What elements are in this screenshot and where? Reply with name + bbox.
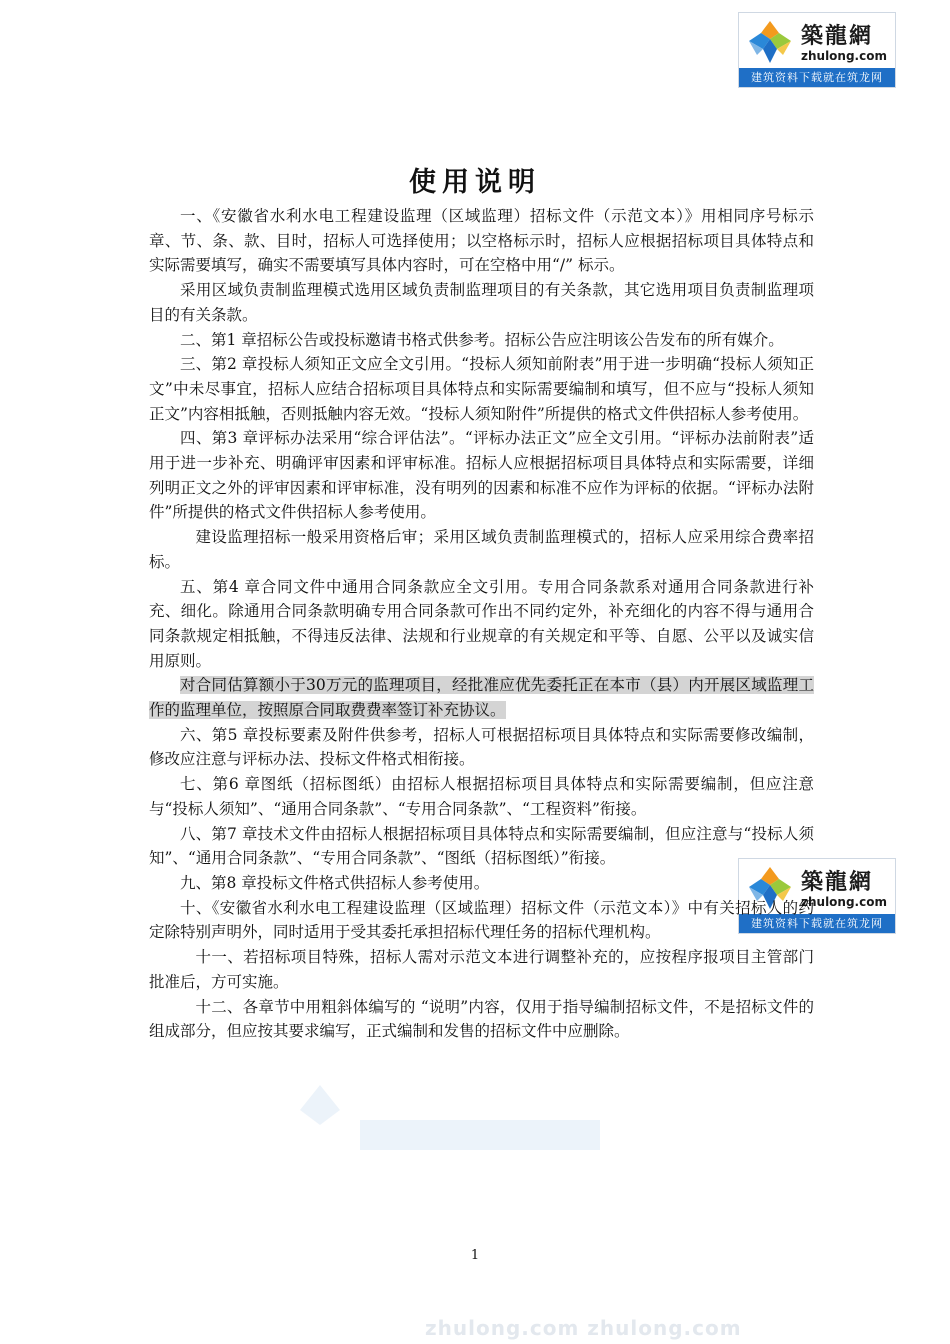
- zhulong-diamond-icon: [743, 19, 797, 65]
- logo-slogan: 建筑资料下载就在筑龙网: [739, 914, 895, 933]
- paragraph: 六、第5 章投标要素及附件供参考，招标人可根据招标项目具体特点和实际需要修改编制，修改应注意与评标办法、投标文件格式相衔接。: [149, 725, 814, 769]
- zhulong-logo-top: [738, 12, 896, 88]
- paragraph: 二、第1 章招标公告或投标邀请书格式供参考。招标公告应注明该公告发布的所有媒介。: [180, 330, 784, 349]
- logo-site: zhulong.com: [801, 49, 887, 63]
- paragraph: 十二、各章节中用粗斜体编写的 “说明”内容，仅用于指导编制招标文件，不是招标文件的组成部分，但应按其要求编写，正式编制和发售的招标文件中应删除。: [149, 997, 814, 1041]
- document-body: [149, 204, 814, 1044]
- footer-watermark: zhulong.com zhulong.com: [425, 1316, 742, 1340]
- paragraph: 三、第2 章投标人须知正文应全文引用。“投标人须知前附表”用于进一步明确“投标人须知正文”中未尽事宜，招标人应结合招标项目具体特点和实际需要编制和填写，但不应与“投标人须知正文”内容相抵触，否则抵触内容无效。“投标人须知附件”所提供的格式文件供招标人参考使用。: [149, 355, 814, 423]
- paragraph: 十一、若招标项目特殊，招标人需对示范文本进行调整补充的，应按程序报项目主管部门批准后，方可实施。: [149, 948, 814, 991]
- paragraph: 九、第8 章投标文件格式供招标人参考使用。: [180, 873, 490, 892]
- faint-watermark-graphic: [280, 1080, 610, 1160]
- paragraph: 五、第4 章合同文件中通用合同条款应全文引用。专用合同条款系对通用合同条款进行补充、细化。除通用合同条款明确专用合同条款可作出不同约定外，补充细化的内容不得与通用合同条款规定相抵触，不得违反法律、法规和行业规章的有关规定和平等、自愿、公平以及诚实信用原则。: [149, 577, 814, 670]
- paragraph: 八、第7 章技术文件由招标人根据招标项目具体特点和实际需要编制，但应注意与“投标人须知”、“通用合同条款”、“专用合同条款”、“图纸（招标图纸）”衔接。: [149, 824, 814, 868]
- page-number: 1: [470, 1248, 480, 1263]
- paragraph: 一、《安徽省水利水电工程建设监理（区域监理）招标文件（示范文本）》用相同序号标示章、节、条、款、目时，招标人可选择使用；以空格标示时，招标人应根据招标项目具体特点和实际需要填写，确实不需要填写具体内容时，可在空格中用“/” 标示。: [149, 207, 814, 275]
- paragraph: 采用区域负责制监理模式选用区域负责制监理项目的有关条款，其它选用项目负责制监理项目的有关条款。: [149, 281, 814, 324]
- document-title: 使用说明: [409, 167, 541, 198]
- paragraph: 四、第3 章评标办法采用“综合评估法”。“评标办法正文”应全文引用。“评标办法前附表”适用于进一步补充、明确评审因素和评审标准。招标人应根据招标项目具体特点和实际需要，详细列明正文之外的评审因素和评审标准，没有明列的因素和标准不应作为评标的依据。“评标办法附件”所提供的格式文件供招标人参考使用。: [149, 429, 814, 522]
- logo-name-cn: 築龍網: [801, 870, 874, 895]
- logo-slogan: 建筑资料下载就在筑龙网: [739, 68, 895, 87]
- logo-name-cn: 築龍網: [801, 24, 874, 49]
- highlighted-text: 对合同估算额小于30万元的监理项目，经批准应优先委托正在本市（县）内开展区域监理工作的监理单位，按照原合同取费费率签订补充协议。: [149, 676, 814, 720]
- highlighted-paragraph: [149, 673, 814, 722]
- paragraph: 建设监理招标一般采用资格后审；采用区域负责制监理模式的，招标人应采用综合费率招标。: [149, 528, 814, 571]
- logo-site: zhulong.com: [801, 895, 887, 909]
- paragraph: 十、《安徽省水利水电工程建设监理（区域监理）招标文件（示范文本）》中有关招标人的约定除特别声明外，同时适用于受其委托承担招标代理任务的招标代理机构。: [149, 898, 814, 942]
- paragraph: 七、第6 章图纸（招标图纸）由招标人根据招标项目具体特点和实际需要编制，但应注意与“投标人须知”、“通用合同条款”、“专用合同条款”、“工程资料”衔接。: [149, 775, 814, 818]
